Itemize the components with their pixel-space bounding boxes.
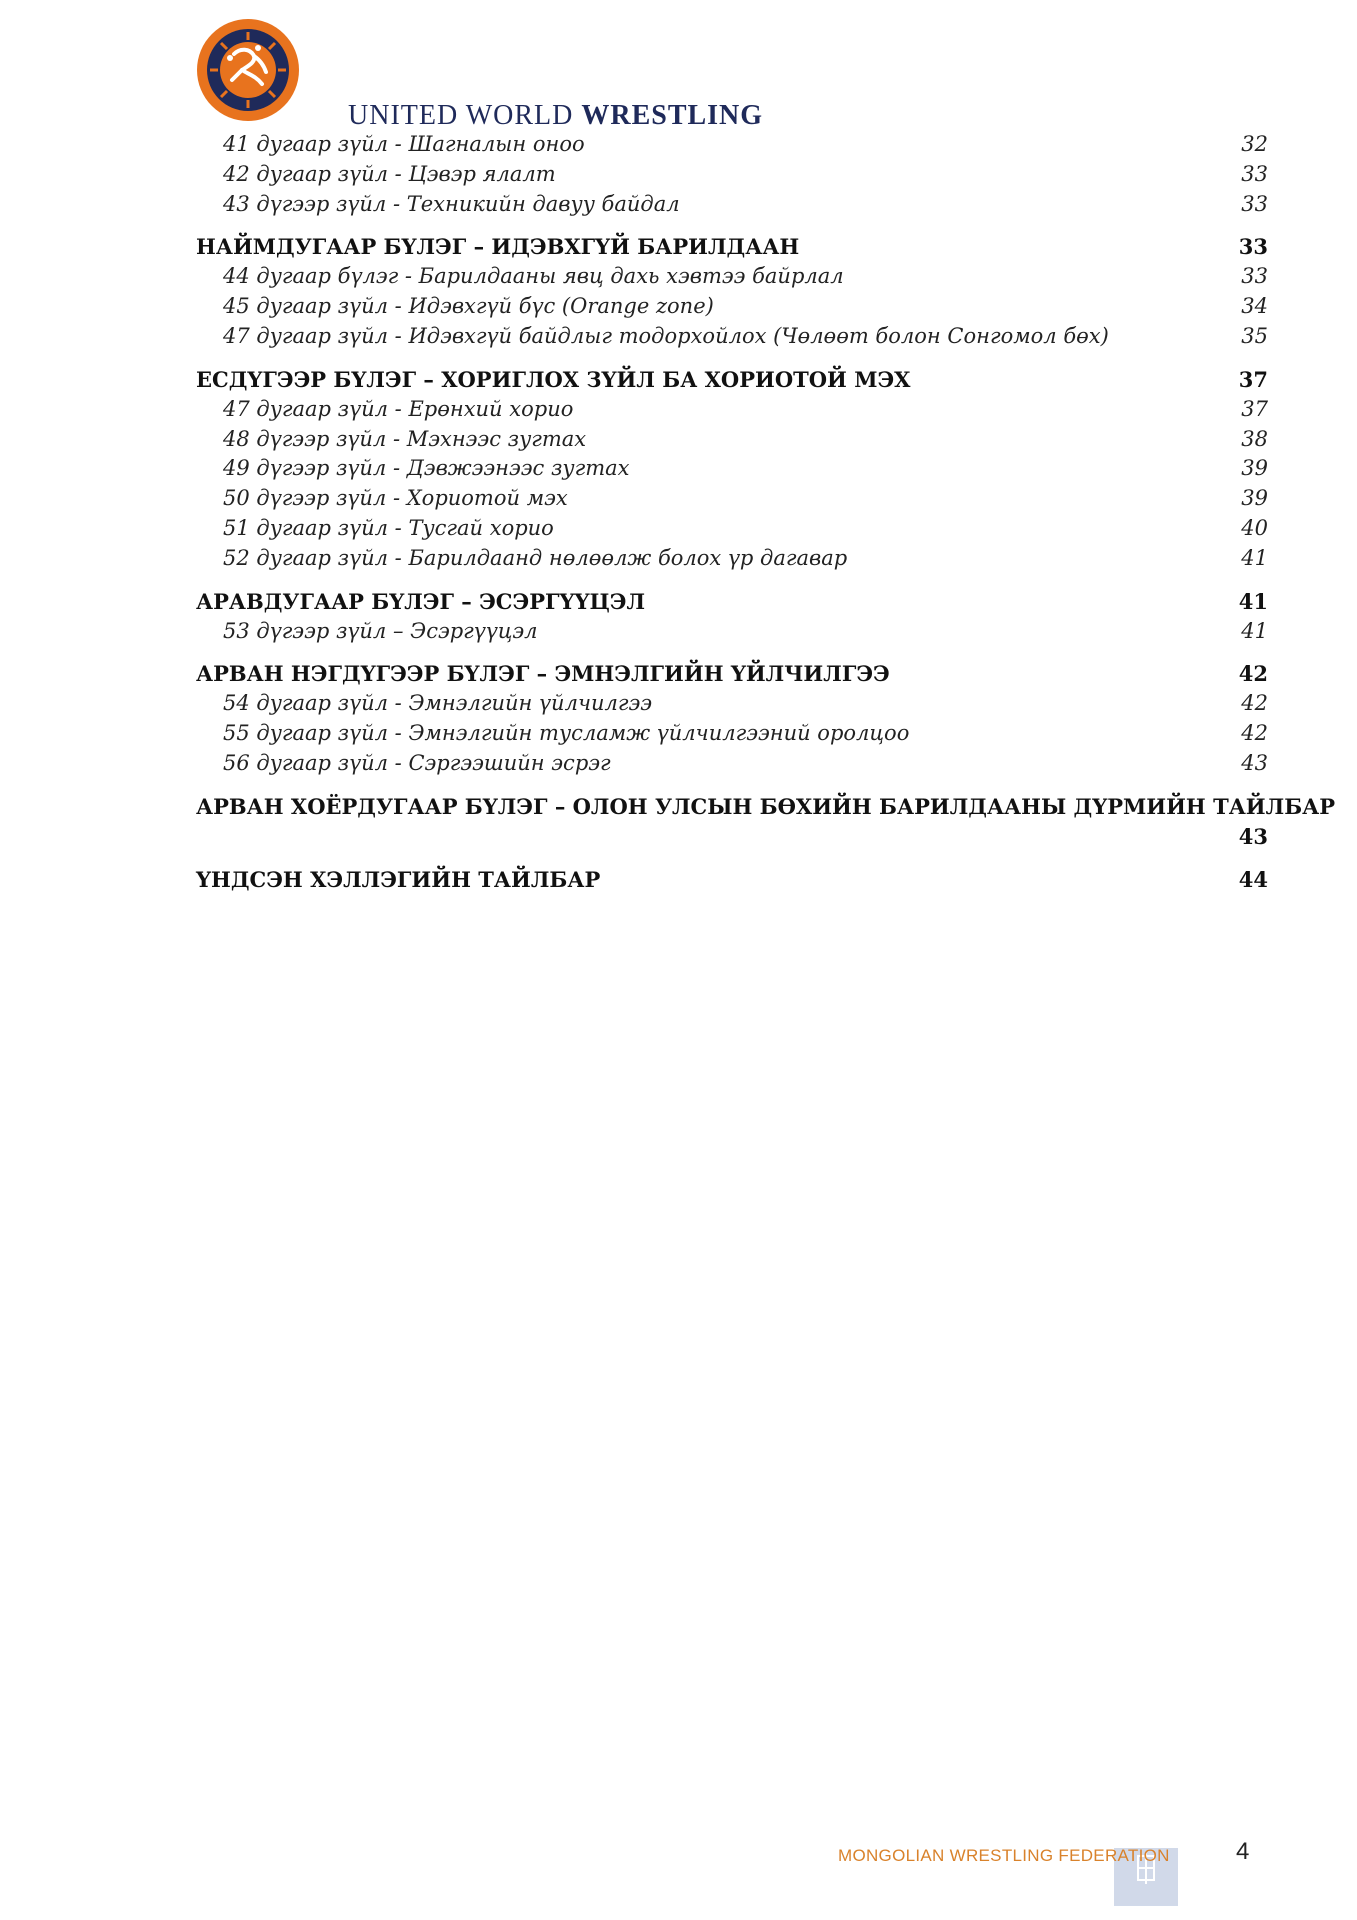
- org-name-bold: WRESTLING: [581, 100, 764, 131]
- toc-entry-page-number: 37: [1238, 366, 1268, 392]
- page-header: [196, 18, 796, 131]
- toc-chapter-heading[interactable]: [196, 587, 1268, 617]
- toc-entry-label: ҮНДСЭН ХЭЛЛЭГИЙН ТАЙЛБАР: [196, 866, 601, 892]
- toc-entry-label: 43 дүгээр зүйл - Техникийн давуу байдал: [223, 191, 680, 216]
- toc-entry-page-number: 34: [1241, 294, 1268, 319]
- toc-entry-label: 42 дугаар зүйл - Цэвэр ялалт: [223, 161, 556, 186]
- toc-entry-label: 50 дүгээр зүйл - Хориотой мэх: [223, 486, 568, 511]
- toc-entry-label: 54 дугаар зүйл - Эмнэлгийн үйлчилгээ: [223, 691, 653, 716]
- toc-entry-label: 45 дугаар зүйл - Идэвхгүй бүс (Orange zone): [223, 294, 714, 319]
- toc-entry-label: 52 дугаар зүйл - Барилдаанд нөлөөлж болох үр дагавар: [223, 545, 848, 570]
- toc-entry[interactable]: [196, 617, 1268, 647]
- toc-entry-page-number: 40: [1241, 515, 1268, 540]
- toc-chapter-heading[interactable]: [196, 865, 1268, 895]
- toc-entry-page-number: 33: [1238, 234, 1268, 260]
- toc-entry[interactable]: [196, 395, 1268, 425]
- toc-chapter-heading[interactable]: [196, 659, 1268, 689]
- toc-entry-label: 49 дүгээр зүйл - Дэвжээнээс зугтах: [223, 456, 630, 481]
- toc-entry-page-number: 42: [1241, 691, 1268, 716]
- toc-entry-page-number: 42: [1238, 661, 1268, 687]
- toc-entry-page-number: 32: [1241, 132, 1268, 156]
- toc-entry-page-number: 33: [1241, 191, 1268, 216]
- toc-entry-page-number: 38: [1241, 426, 1268, 451]
- toc-entry[interactable]: [196, 454, 1268, 484]
- org-name-regular: UNITED WORLD: [348, 100, 582, 131]
- toc-entry-page-number: 39: [1241, 456, 1268, 481]
- toc-entry[interactable]: [196, 484, 1268, 514]
- toc-entry[interactable]: [196, 689, 1268, 719]
- toc-entry-label: АРАВДУГААР БҮЛЭГ – ЭСЭРГҮҮЦЭЛ: [196, 588, 646, 614]
- toc-entry-page-number: 37: [1241, 396, 1268, 421]
- toc-entry[interactable]: [196, 160, 1268, 190]
- toc-entry-label: ЕСДҮГЭЭР БҮЛЭГ – ХОРИГЛОХ ЗҮЙЛ БА ХОРИОТОЙ МЭХ: [196, 366, 911, 392]
- toc-entry-page-number: 42: [1241, 721, 1268, 746]
- toc-entry-label: 44 дугаар бүлэг - Барилдааны явц дахь хэвтээ байрлал: [223, 264, 844, 289]
- toc-entry-label: 48 дүгээр зүйл - Мэхнээс зугтах: [223, 426, 587, 451]
- toc-entry-page-number: 44: [1238, 866, 1268, 892]
- toc-entry-page-number: 39: [1241, 486, 1268, 511]
- toc-entry-page-number: 41: [1241, 545, 1268, 570]
- page-number: 4: [1236, 1838, 1250, 1865]
- toc-entry[interactable]: [196, 190, 1268, 220]
- toc-entry-label: 41 дугаар зүйл - Шагналын оноо: [223, 132, 585, 156]
- toc-entry-page-number: 41: [1241, 618, 1268, 643]
- table-of-contents: [196, 130, 1336, 895]
- toc-entry[interactable]: [196, 130, 1268, 160]
- toc-entry-label: 47 дугаар зүйл - Идэвхгүй байдлыг тодорхойлох (Чөлөөт болон Сонгомол бөх): [223, 323, 1109, 348]
- toc-entry-page-number: 33: [1241, 264, 1268, 289]
- toc-entry[interactable]: [196, 292, 1268, 322]
- toc-entry-page-number: 41: [1238, 588, 1268, 614]
- toc-entry-label: НАЙМДУГААР БҮЛЭГ – ИДЭВХГҮЙ БАРИЛДААН: [196, 234, 800, 260]
- toc-entry-label: 56 дугаар зүйл - Сэргээшийн эсрэг: [223, 750, 611, 775]
- toc-entry-label: АРВАН ХОЁРДУГААР БҮЛЭГ – ОЛОН УЛСЫН БӨХИЙН БАРИЛДААНЫ ДҮРМИЙН ТАЙЛБАР: [196, 793, 1336, 819]
- toc-chapter-heading[interactable]: [196, 232, 1268, 262]
- toc-entry[interactable]: [196, 719, 1268, 749]
- toc-chapter-heading[interactable]: [196, 792, 1336, 852]
- toc-entry[interactable]: [196, 749, 1268, 779]
- organization-name: [348, 100, 763, 132]
- toc-entry-page-number: 43: [1241, 750, 1268, 775]
- toc-entry[interactable]: [196, 514, 1268, 544]
- footer-federation-name: MONGOLIAN WRESTLING FEDERATION: [838, 1846, 1170, 1865]
- toc-entry-page-number: 43: [1238, 823, 1268, 849]
- toc-entry-label: 47 дугаар зүйл - Ерөнхий хорио: [223, 396, 574, 421]
- toc-entry-page-number: 35: [1241, 323, 1268, 348]
- toc-entry-label: АРВАН НЭГДҮГЭЭР БҮЛЭГ – ЭМНЭЛГИЙН ҮЙЛЧИЛГЭЭ: [196, 661, 890, 687]
- toc-entry-label: 51 дугаар зүйл - Тусгай хорио: [223, 515, 554, 540]
- toc-entry-label: 53 дүгээр зүйл – Эсэргүүцэл: [223, 618, 538, 643]
- toc-entry-label: 55 дугаар зүйл - Эмнэлгийн тусламж үйлчилгээний оролцоо: [223, 721, 910, 746]
- toc-chapter-heading[interactable]: [196, 365, 1268, 395]
- toc-entry[interactable]: [196, 262, 1268, 292]
- toc-entry-page-number: 33: [1241, 161, 1268, 186]
- toc-entry[interactable]: [196, 322, 1268, 352]
- uww-logo-icon: [196, 18, 300, 122]
- toc-entry[interactable]: [196, 544, 1268, 574]
- toc-entry[interactable]: [196, 425, 1268, 455]
